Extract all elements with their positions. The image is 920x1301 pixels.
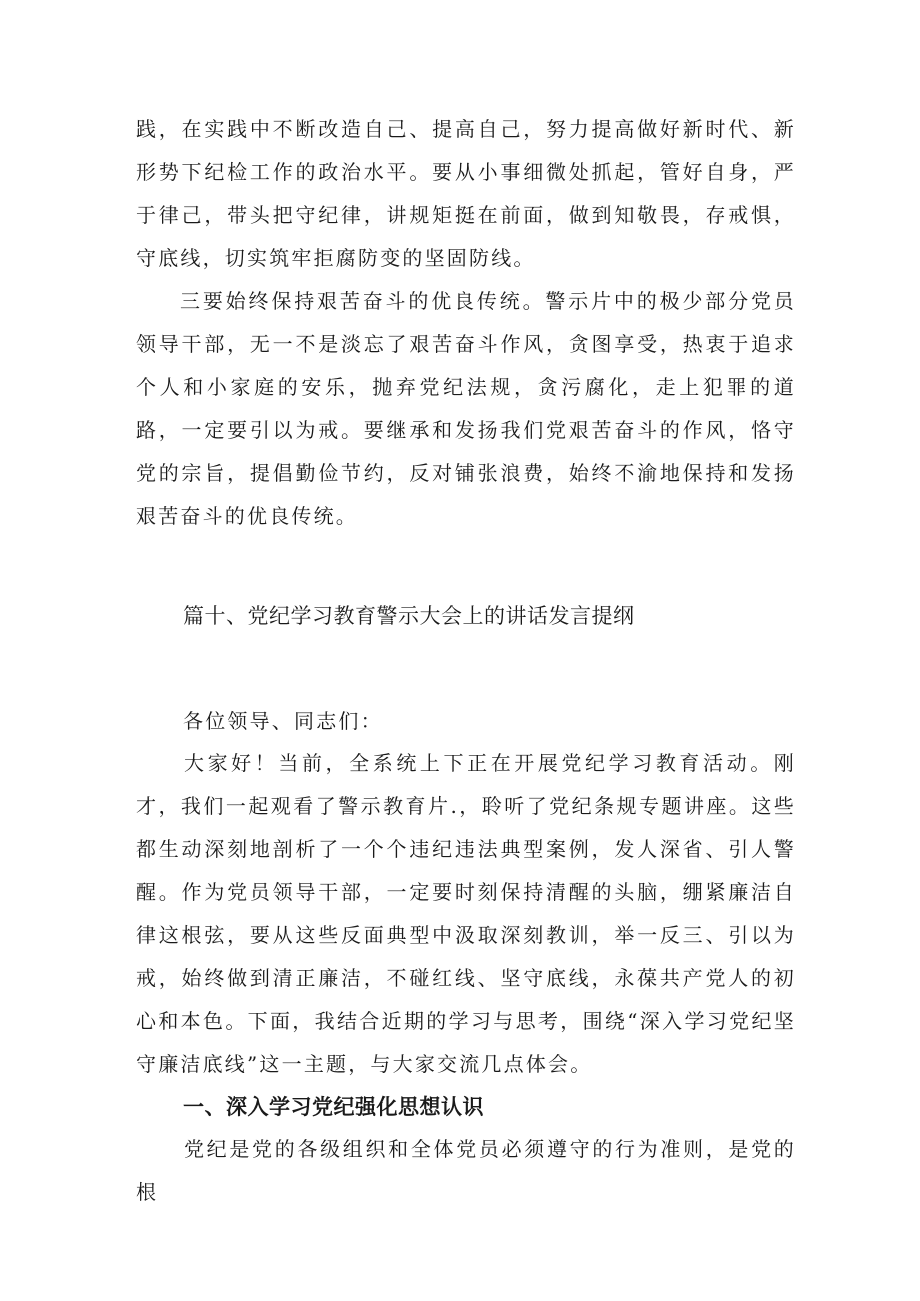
heading-one: 一、深入学习党纪强化思想认识	[183, 1095, 484, 1119]
salutation: 各位领导、同志们：	[183, 709, 383, 733]
section-title: 篇十、党纪学习教育警示大会上的讲话发言提纲	[183, 604, 635, 628]
continued-paragraph: 践，在实践中不断改造自己、提高自己，努力提高做好新时代、新形势下纪检工作的政治水平。要从小事细微处抓起，管好自身，严于律己，带头把守纪律，讲规矩挺在前面，做到知敬畏，存戒惧，守底线，切实筑牢拒腐防变的坚固防线。	[136, 117, 796, 270]
intro-paragraph: 大家好！当前，全系统上下正在开展党纪学习教育活动。刚才，我们一起观看了警示教育片.，聆听了党纪条规专题讲座。这些都生动深刻地剖析了一个个违纪违法典型案例，发人深省、引人警醒。作为党员领导干部，一定要时刻保持清醒的头脑，绷紧廉洁自律这根弦，要从这些反面典型中汲取深刻教训，举一反三、引以为戒，始终做到清正廉洁，不碰红线、坚守底线，永葆共产党人的初心和本色。下面，我结合近期的学习与思考，围绕“深入学习党纪坚守廉洁底线”这一主题，与大家交流几点体会。	[136, 751, 796, 1076]
discipline-paragraph: 党纪是党的各级组织和全体党员必须遵守的行为准则，是党的根	[136, 1137, 796, 1204]
paragraph-three: 三要始终保持艰苦奋斗的优良传统。警示片中的极少部分党员领导干部，无一不是淡忘了艰苦奋斗作风，贪图享受，热衷于追求个人和小家庭的安乐，抛弃党纪法规，贪污腐化，走上犯罪的道路，一定要引以为戒。要继承和发扬我们党艰苦奋斗的作风，恪守党的宗旨，提倡勤俭节约，反对铺张浪费，始终不渝地保持和发扬艰苦奋斗的优良传统。	[136, 289, 796, 528]
